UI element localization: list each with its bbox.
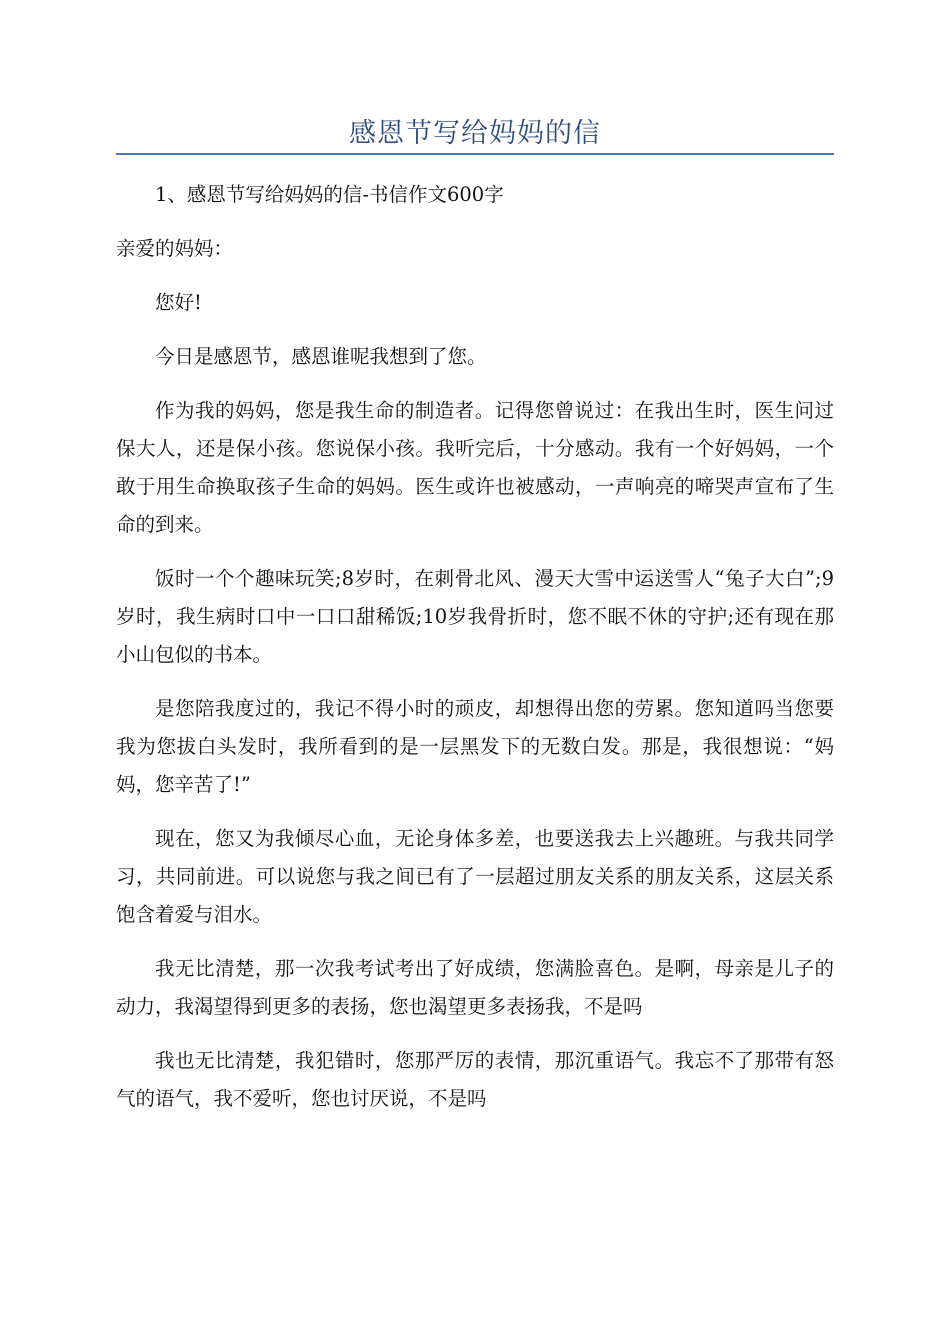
paragraph-heading: 1、感恩节写给妈妈的信-书信作文600字 <box>155 183 504 206</box>
paragraph: 我无比清楚，那一次我考试考出了好成绩，您满脸喜色。是啊，母亲是儿子的动力，我渴望得到更多的表扬，您也渴望更多表扬我，不是吗 <box>116 957 834 1018</box>
document-body <box>116 176 834 1118</box>
paragraph: 饭时一个个趣味玩笑;8岁时，在刺骨北风、漫天大雪中运送雪人“兔子大白”;9岁时，我生病时口中一口口甜稀饭;10岁我骨折时，您不眠不休的守护;还有现在那小山包似的书本。 <box>116 567 834 666</box>
paragraph-salutation: 亲爱的妈妈： <box>116 237 234 260</box>
paragraph: 作为我的妈妈，您是我生命的制造者。记得您曾说过：在我出生时，医生问过保大人，还是保小孩。您说保小孩。我听完后，十分感动。我有一个好妈妈，一个敢于用生命换取孩子生命的妈妈。医生或许也被感动，一声响亮的啼哭声宣布了生命的到来。 <box>116 399 834 536</box>
paragraph: 现在，您又为我倾尽心血，无论身体多差，也要送我去上兴趣班。与我共同学习，共同前进。可以说您与我之间已有了一层超过朋友关系的朋友关系，这层关系饱含着爱与泪水。 <box>116 827 834 926</box>
paragraph: 是您陪我度过的，我记不得小时的顽皮，却想得出您的劳累。您知道吗当您要我为您拔白头发时，我所看到的是一层黑发下的无数白发。那是，我很想说：“妈妈，您辛苦了!” <box>116 697 834 796</box>
paragraph: 我也无比清楚，我犯错时，您那严厉的表情，那沉重语气。我忘不了那带有怒气的语气，我不爱听，您也讨厌说，不是吗 <box>116 1049 834 1110</box>
title-divider <box>116 153 834 155</box>
document-title: 感恩节写给妈妈的信 <box>349 118 601 149</box>
paragraph-greeting: 您好! <box>155 291 202 314</box>
paragraph: 今日是感恩节，感恩谁呢我想到了您。 <box>155 345 487 368</box>
